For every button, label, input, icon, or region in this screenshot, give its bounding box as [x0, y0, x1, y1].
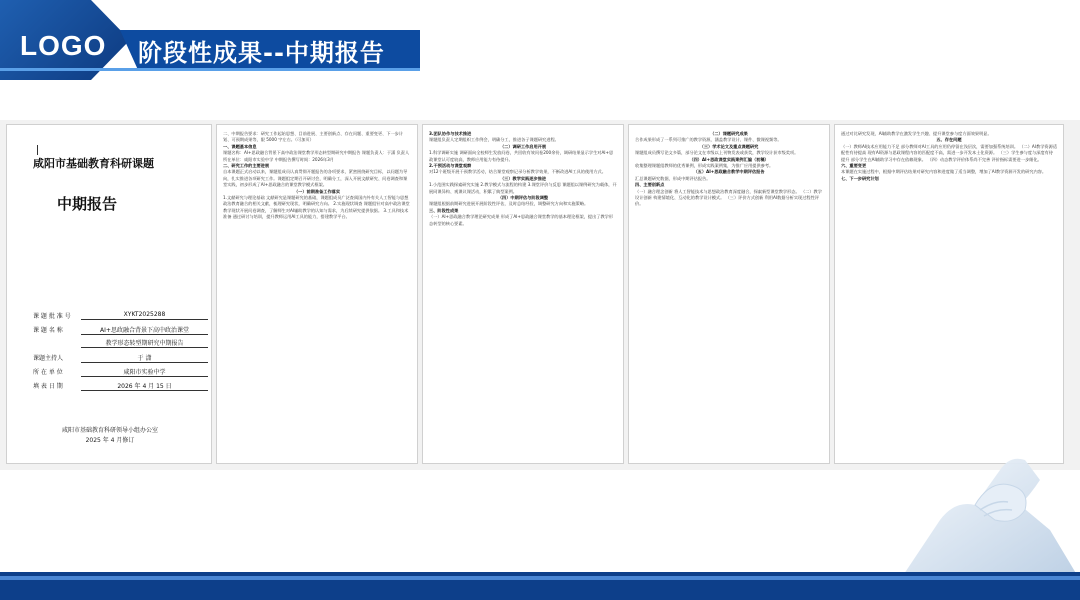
cover-field-value: 2026 年 4 月 15 日	[81, 381, 208, 391]
section-heading: 七、下一步研究计划	[841, 175, 879, 181]
section-body: 1.小范围实践探索研究实施 2.教学模式与流程的构建 3.课堂评价与反思 课题组以课例研究为载体，开展同课异构、观课议课活动，积累了典型案例。	[429, 182, 617, 194]
cover-field-value: XYKT2025288	[81, 311, 208, 320]
cover-field-value: AI+思政融合背景下高中政治课堂	[81, 325, 208, 335]
cover-doc-type: 中期报告	[57, 195, 118, 213]
cover-field	[33, 367, 208, 377]
section-heading: 四、主要创新点	[635, 182, 665, 188]
cover-field-label: 填 表 日 期	[33, 383, 63, 390]
cover-field-value: 教学形态转型期研究中期报告	[81, 338, 208, 348]
section-heading: 六、重要变更	[841, 163, 867, 169]
handshake-illustration	[880, 410, 1080, 580]
cover-footer-line: 2025 年 4 月修订	[85, 437, 135, 444]
section-body: 本课题在实施过程中，根据中期评估结果对研究内容和进度做了适当调整，增加了AI教学资源开发的研究内容。	[841, 169, 1047, 175]
section-body: （一）AI+思政融合教学理论研究成果 形成了AI+思政融合课堂教学的基本理论框架，提出了教学形态转型的核心要素。	[429, 214, 614, 226]
section-heading: 一、课题基本信息	[223, 143, 257, 149]
section-heading: 2.干预活动与课堂观察	[429, 163, 472, 169]
page-intro: 二、中期报告要求：研究工作起始思想、目前进展、主要创新点、存在问题、重要变更、下一步计划、可预期成果等，限 5000 字左右。（可加页）	[223, 131, 404, 143]
section-heading: （二）课题研究成果	[710, 131, 748, 136]
section-heading: （四）中期评估与阶段调整	[497, 195, 549, 201]
section-body: 1.文献研究与理论基础 文献研究是课题研究的基础，课题组成员广泛查阅国内外有关人工智能与思想政治教育融合的相关文献，梳理研究现状，明确研究方向。 2.实施现状调查 课题组针对高中政治课堂教学现状开展问卷调查，了解师生对AI辅助教学的认知与需求，为后续研究提供依据。 3.工具和技术准备 通过研讨与培训，提升教师运用AI工具的能力，搭建教学平台。	[223, 195, 410, 220]
section-body: 通过对比研究发现，AI辅助教学在激发学生兴趣、提升课堂参与度方面效果明显。	[841, 131, 992, 136]
document-page	[422, 124, 624, 464]
section-heading: 五、存在问题	[936, 137, 962, 143]
section-heading: （三）教学实践逐步推进	[499, 175, 547, 181]
section-body: 自本课题正式启动以来，课题组成员认真贯彻开题报告的各项要求，紧密围绕研究目标，以问题为导向，扎实推进各项研究工作。课题组定期召开研讨会，明确分工，深入开展文献研究、问卷调查和课堂实践，初步形成了AI+思政融合的课堂教学模式框架。	[223, 169, 408, 188]
page-text	[841, 131, 1057, 182]
section-body: 1.科学调研实施 调研面向全校师生发放问卷，共回收有效问卷200余份，调研结果显示学生对AI+思政课堂认可度较高，教师应用能力有待提升。	[429, 150, 614, 162]
section-body: 对12个班级开展干预教学活动，结合课堂观察记录分析教学效果，不断改进AI工具的使用方式。	[429, 169, 606, 175]
section-heading: （三）学术论文及重点课题研究	[699, 143, 759, 149]
section-heading: 二、研究工作的主要进展	[223, 163, 270, 169]
section-body: 课题组根据前期研究进展开展阶段性评估，及时总结经验，调整研究方向和实施策略。	[429, 201, 589, 207]
footer-stripe	[0, 576, 1080, 580]
cover-field-label: 所 在 单 位	[33, 369, 63, 376]
section-heading: （一）前期准备工作落实	[293, 188, 341, 194]
section-body: 课题组负责人定期组织工作例会，明确分工，推进各子课题研究进程。	[429, 137, 559, 143]
cover-mark	[37, 145, 38, 155]
page-text	[223, 131, 411, 221]
section-body: （一）融合理念创新 将人工智能技术与思想政治教育深度融合，探索新型课堂教学形态。 （二）教学设计创新 构建情境化、互动化的教学设计模式。 （三）评价方式创新 利用AI数据分析实现过程性评价。	[635, 188, 822, 207]
slide-header	[0, 0, 1080, 80]
cover-field	[33, 353, 208, 363]
section-body: 课题名称：AI+思政融合背景下高中政治课堂教学形态转型期研究中期报告 课题负责人：于潇 负责人所在单位：咸阳市实验中学 中期报告撰写时间：2026年3月	[223, 150, 410, 162]
cover-footer-line: 咸阳市基础教育科研领导小组办公室	[61, 427, 158, 434]
cover-field-label	[33, 338, 81, 348]
cover-field-label: 课题主持人	[33, 355, 64, 362]
cover-field-value: 咸阳市实验中学	[81, 367, 208, 377]
document-page	[216, 124, 418, 464]
section-body: 收集整理课题组教师的优秀课例，形成实践案例集，为推广应用提供参考。	[635, 163, 774, 169]
document-page-cover	[6, 124, 212, 464]
cover-field	[33, 325, 208, 335]
logo-text: LOGO	[20, 30, 107, 61]
section-body: 合作成果形成了一系列可推广的教学资源，涵盖教学设计、课件、微课视频等。	[635, 137, 782, 143]
section-body: （一）教师AI技术应用能力不足 部分教师对AI工具的应用仍停留在浅层次，需要加强系统培训。 （二）AI教学资源适配性有待提高 现有AI资源与思政课程内容的匹配度不高，需进一步开发本土化资源。 （三）学生参与度与深度有待提升 部分学生在AI辅助学习中存在依赖现象。 （四）动态教学评价体系尚不完善 评价指标需要进一步细化。	[841, 143, 1057, 162]
document-page	[628, 124, 830, 464]
section-heading: 3.团队协作与技术推进	[429, 131, 472, 136]
cover-field-value: 于 潇	[81, 353, 208, 363]
page-text	[429, 131, 617, 227]
section-heading: （二）调研工作启用开展	[499, 143, 547, 149]
section-heading: （五）AI+思政融合教学中期评估报告	[693, 169, 765, 175]
cover-field-label: 课 题 名 称	[33, 327, 63, 334]
section-body: 汇总课题研究数据，形成中期评估报告。	[635, 175, 711, 181]
cover-org: 咸阳市基础教育科研课题	[33, 157, 154, 170]
cover-field	[33, 338, 208, 348]
header-accent-line	[0, 68, 420, 71]
section-heading: 三、阶段性成果	[429, 207, 459, 213]
cover-field	[33, 311, 208, 320]
section-body: 课题组成员撰写论文多篇，部分论文在市级以上刊物发表或获奖，教学设计获市级奖项。	[635, 150, 799, 156]
cover-field	[33, 381, 208, 391]
page-text	[635, 131, 823, 208]
section-heading: （四）AI+思政课堂实践案例汇编（初稿）	[689, 156, 769, 162]
slide-title: 阶段性成果--中期报告	[138, 39, 385, 67]
cover-field-label: 课 题 批 准 号	[33, 313, 71, 320]
